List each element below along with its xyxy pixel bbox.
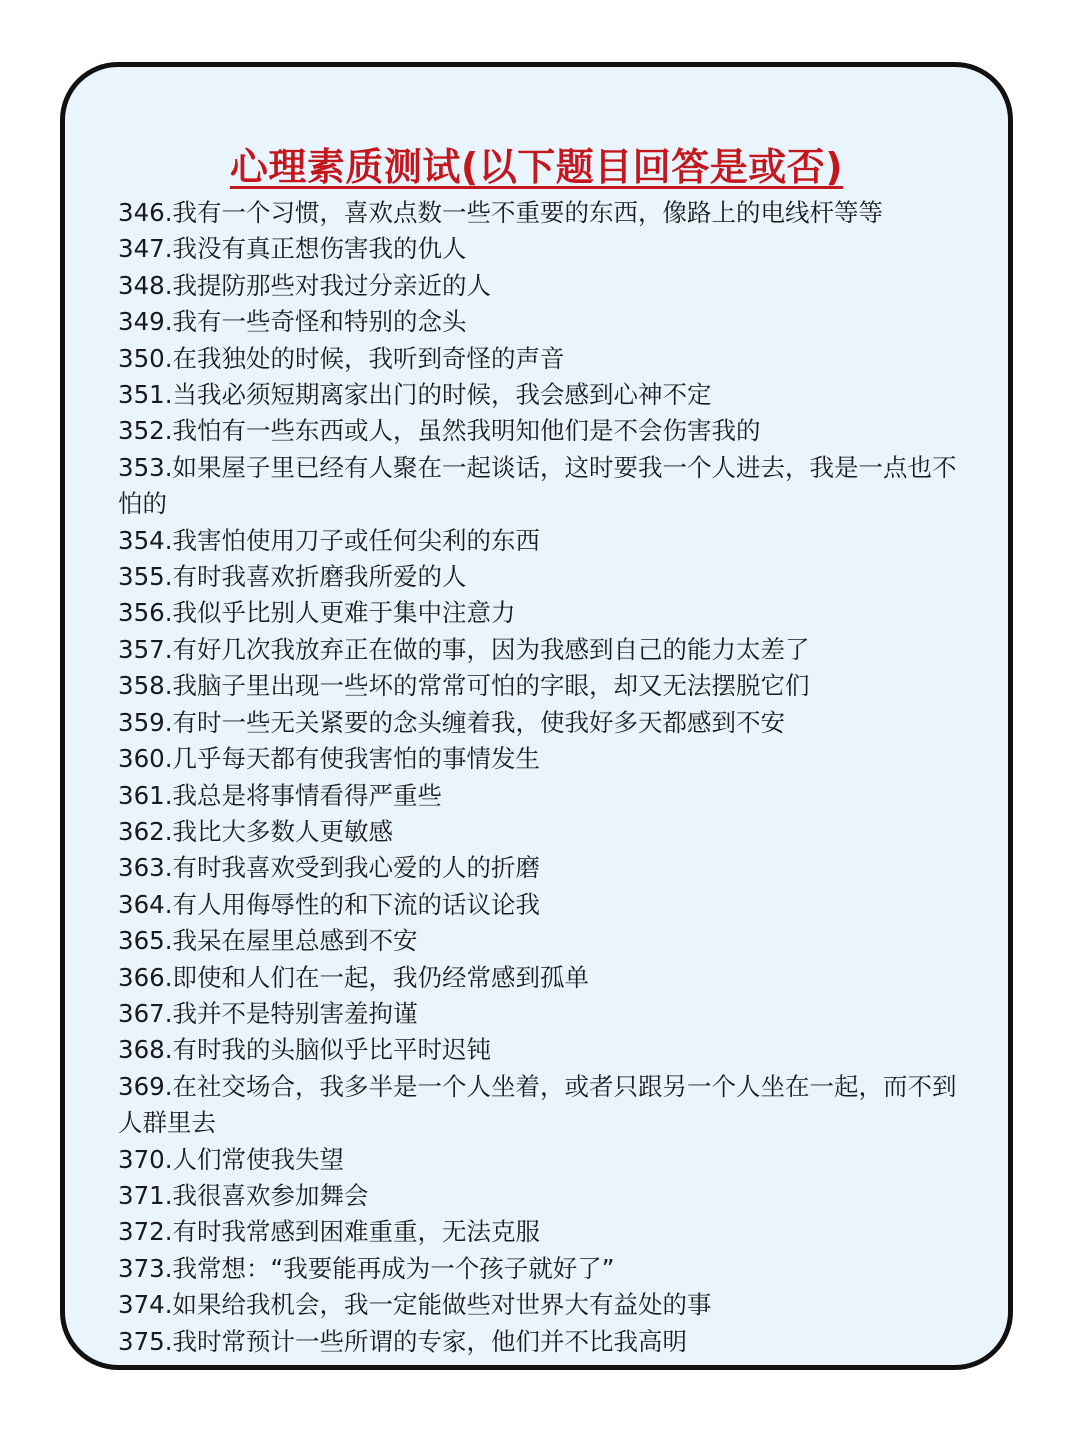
question-card [60,62,1013,1370]
question-item: 352.我怕有一些东西或人，虽然我明知他们是不会伤害我的 [118,416,761,446]
question-item: 361.我总是将事情看得严重些 [118,780,443,810]
question-item: 358.我脑子里出现一些坏的常常可怕的字眼，却又无法摆脱它们 [118,671,810,701]
question-item: 356.我似乎比别人更难于集中注意力 [118,598,516,628]
question-item: 363.有时我喜欢受到我心爱的人的折磨 [118,853,541,883]
question-item: 372.有时我常感到困难重重，无法克服 [118,1217,541,1247]
question-item: 349.我有一些奇怪和特别的念头 [118,307,467,337]
question-item: 348.我提防那些对我过分亲近的人 [118,270,492,300]
question-item: 368.有时我的头脑似乎比平时迟钝 [118,1035,492,1065]
question-item: 360.几乎每天都有使我害怕的事情发生 [118,744,541,774]
question-item: 354.我害怕使用刀子或任何尖利的东西 [118,525,541,555]
question-item: 370.人们常使我失望 [118,1144,345,1174]
question-item: 369.在社交场合，我多半是一个人坐着，或者只跟另一个人坐在一起，而不到人群里去 [118,1071,957,1138]
page-title: 心理素质测试(以下题目回答是或否) [229,145,844,189]
question-item: 375.我时常预计一些所谓的专家，他们并不比我高明 [118,1326,688,1356]
question-item: 365.我呆在屋里总感到不安 [118,926,418,956]
question-item: 364.有人用侮辱性的和下流的话议论我 [118,889,541,919]
question-item: 355.有时我喜欢折磨我所爱的人 [118,562,467,592]
question-item: 357.有好几次我放弃正在做的事，因为我感到自己的能力太差了 [118,634,810,664]
question-item: 351.当我必须短期离家出门的时候，我会感到心神不定 [118,380,712,410]
question-item: 367.我并不是特别害羞拘谨 [118,998,418,1028]
question-item: 350.在我独处的时候，我听到奇怪的声音 [118,343,565,373]
question-item: 374.如果给我机会，我一定能做些对世界大有益处的事 [118,1290,712,1320]
question-item: 362.我比大多数人更敏感 [118,816,394,846]
question-item: 373.我常想：“我要能再成为一个孩子就好了” [118,1253,615,1283]
question-list [118,195,978,1360]
question-item: 347.我没有真正想伤害我的仇人 [118,234,467,264]
question-item: 346.我有一个习惯，喜欢点数一些不重要的东西，像路上的电线杆等等 [118,198,884,227]
question-item: 371.我很喜欢参加舞会 [118,1180,369,1210]
question-item: 359.有时一些无关紧要的念头缠着我，使我好多天都感到不安 [118,707,786,737]
question-item: 366.即使和人们在一起，我仍经常感到孤单 [118,962,590,992]
question-item: 353.如果屋子里已经有人聚在一起谈话，这时要我一个人进去，我是一点也不怕的 [118,452,957,519]
